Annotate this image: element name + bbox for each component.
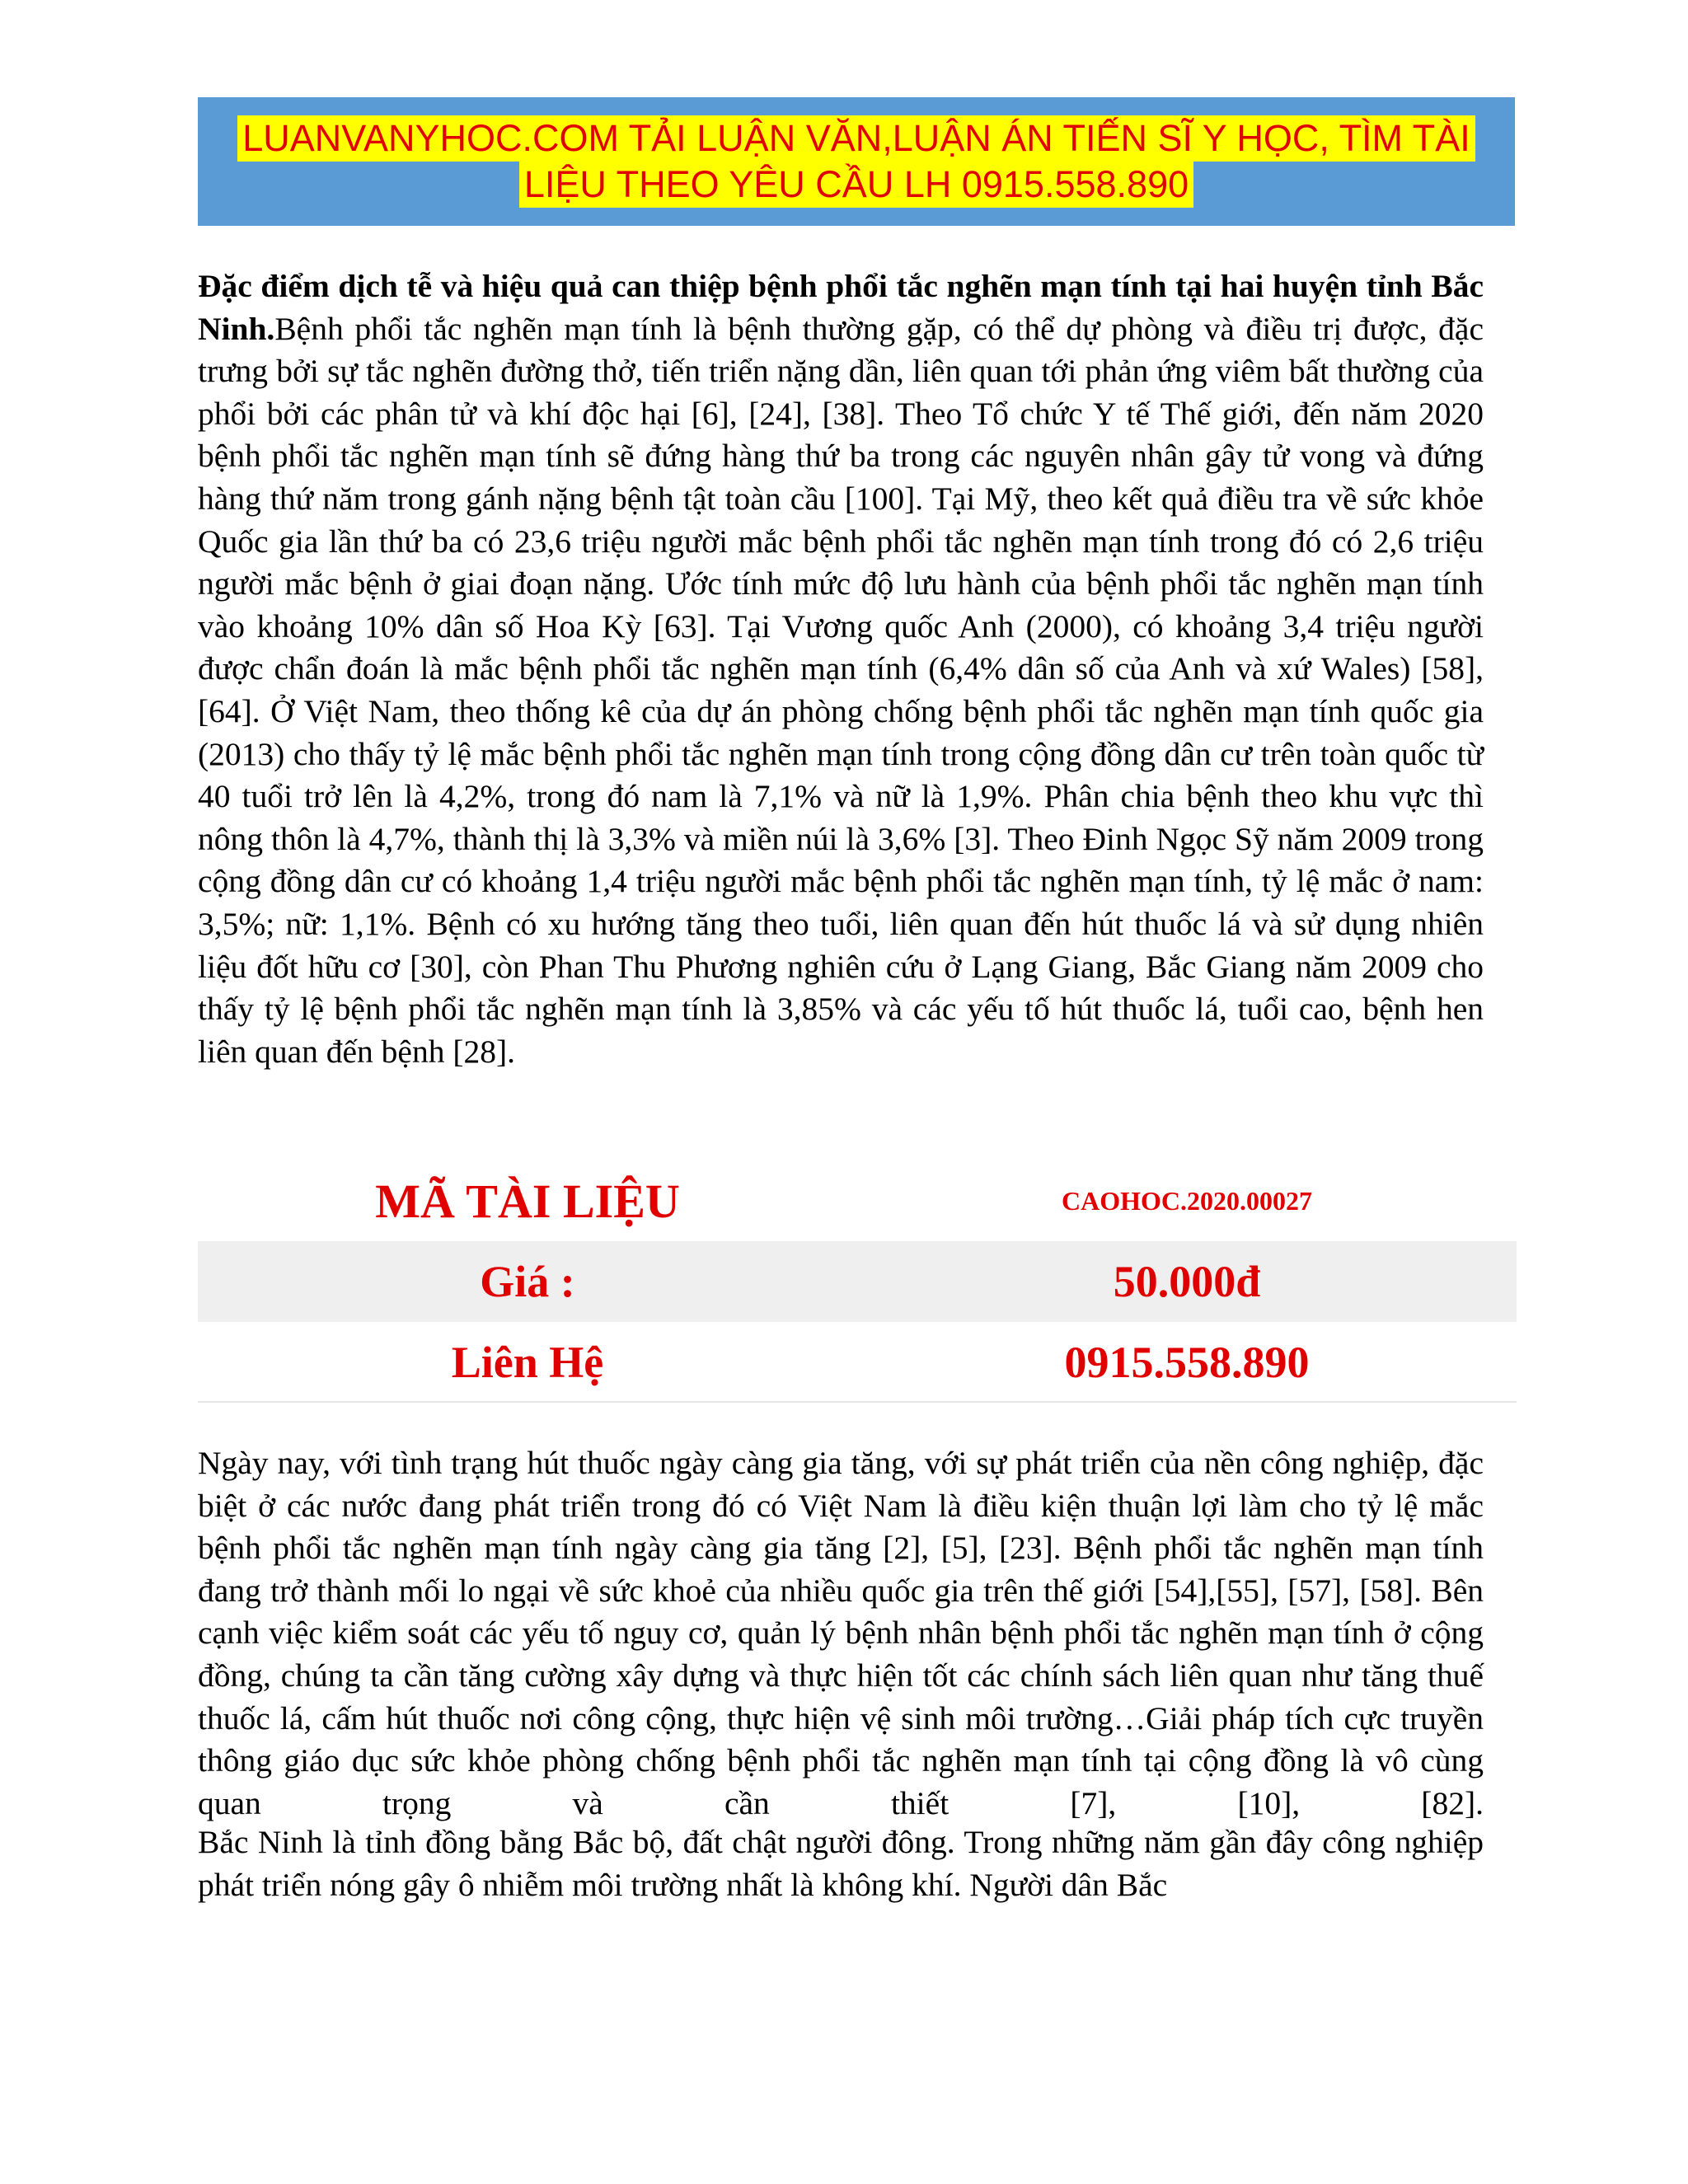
table-row-price: [198, 1241, 1517, 1322]
banner-line-2: LIỆU THEO YÊU CẦU LH 0915.558.890: [519, 162, 1193, 208]
code-value: CAOHOC.2020.00027: [1062, 1185, 1312, 1216]
price-label: Giá :: [480, 1257, 575, 1306]
banner-line-1: LUANVANYHOC.COM TẢI LUẬN VĂN,LUẬN ÁN TIẾN SĨ Y HỌC, TÌM TÀI: [237, 115, 1475, 162]
table-row-contact: [198, 1322, 1517, 1403]
contact-value: 0915.558.890: [1064, 1338, 1310, 1387]
document-info-table: [198, 1160, 1517, 1403]
table-divider: [198, 1401, 1517, 1403]
price-value: 50.000đ: [1113, 1257, 1261, 1306]
intro-body: Bệnh phổi tắc nghẽn mạn tính là bệnh thường gặp, có thể dự phòng và điều trị được, đặc trưng bởi sự tắc nghẽn đường thở, tiến triển nặng dần, liên quan tới phản ứng viêm bất thường của phổi bởi các phân tử và khí độc hại [6], [24], [38]. Theo Tổ chức Y tế Thế giới, đến năm 2020 bệnh phổi tắc nghẽn mạn tính sẽ đứng hàng thứ ba trong các nguyên nhân gây tử vong và đứng hàng thứ năm trong gánh nặng bệnh tật toàn cầu [100]. Tại Mỹ, theo kết quả điều tra về sức khỏe Quốc gia lần thứ ba có 23,6 triệu người mắc bệnh phổi tắc nghẽn mạn tính trong đó có 2,6 triệu người mắc bệnh ở giai đoạn nặng. Ước tính mức độ lưu hành của bệnh phổi tắc nghẽn mạn tính vào khoảng 10% dân số Hoa Kỳ [63]. Tại Vương quốc Anh (2000), có khoảng 3,4 triệu người được chẩn đoán là mắc bệnh phổi tắc nghẽn mạn tính (6,4% dân số của Anh và xứ Wales) [58], [64]. Ở Việt Nam, theo thống kê của dự án phòng chống bệnh phổi tắc nghẽn mạn tính quốc gia (2013) cho thấy tỷ lệ mắc bệnh phổi tắc nghẽn mạn tính trong cộng đồng dân cư trên toàn quốc từ 40 tuổi trở lên là 4,2%, trong đó nam là 7,1% và nữ là 1,9%. Phân chia bệnh theo khu vực thì nông thôn là 4,7%, thành thị là 3,3% và miền núi là 3,6% [3]. Theo Đinh Ngọc Sỹ năm 2009 trong cộng đồng dân cư có khoảng 1,4 triệu người mắc bệnh phổi tắc nghẽn mạn tính, tỷ lệ mắc ở nam: 3,5%; nữ: 1,1%. Bệnh có xu hướng tăng theo tuổi, liên quan đến hút thuốc lá và sử dụng nhiên liệu đốt hữu cơ [30], còn Phan Thu Phương nghiên cứu ở Lạng Giang, Bắc Giang năm 2009 cho thấy tỷ lệ bệnh phổi tắc nghẽn mạn tính là 3,85% và các yếu tố hút thuốc lá, tuổi cao, bệnh hen liên quan đến bệnh [28].: [198, 310, 1484, 1070]
header-banner: [198, 97, 1515, 226]
table-row-code: [198, 1160, 1517, 1241]
body-paragraph-1: Ngày nay, với tình trạng hút thuốc ngày càng gia tăng, với sự phát triển của nền công nghiệp, đặc biệt ở các nước đang phát triển trong đó có Việt Nam là điều kiện thuận lợi làm cho tỷ lệ mắc bệnh phổi tắc nghẽn mạn tính ngày càng gia tăng [2], [5], [23]. Bệnh phổi tắc nghẽn mạn tính đang trở thành mối lo ngại về sức khoẻ của nhiều quốc gia trên thế giới [54],[55], [57], [58]. Bên cạnh việc kiểm soát các yếu tố nguy cơ, quản lý bệnh nhân bệnh phổi tắc nghẽn mạn tính ở cộng đồng, chúng ta cần tăng cường xây dựng và thực hiện tốt các chính sách liên quan như tăng thuế thuốc lá, cấm hút thuốc nơi công cộng, thực hiện vệ sinh môi trường…Giải pháp tích cực truyền thông giáo dục sức khỏe phòng chống bệnh phổi tắc nghẽn mạn tính tại cộng đồng là vô cùng quan trọng và cần thiết [7], [10], [82].: [198, 1445, 1484, 1821]
code-label: MÃ TÀI LIỆU: [375, 1174, 680, 1228]
body-paragraph-2: Bắc Ninh là tỉnh đồng bằng Bắc bộ, đất chật người đông. Trong những năm gần đây công nghiệp phát triển nóng gây ô nhiễm môi trường nhất là không khí. Người dân Bắc: [198, 1824, 1484, 1903]
contact-label: Liên Hệ: [451, 1338, 604, 1387]
intro-paragraph: [198, 265, 1484, 1073]
document-title: Đặc điểm dịch tễ và hiệu quả can thiệp bệnh phổi tắc nghẽn mạn tính tại hai huyện tỉnh Bắc Ninh.: [198, 268, 1484, 347]
